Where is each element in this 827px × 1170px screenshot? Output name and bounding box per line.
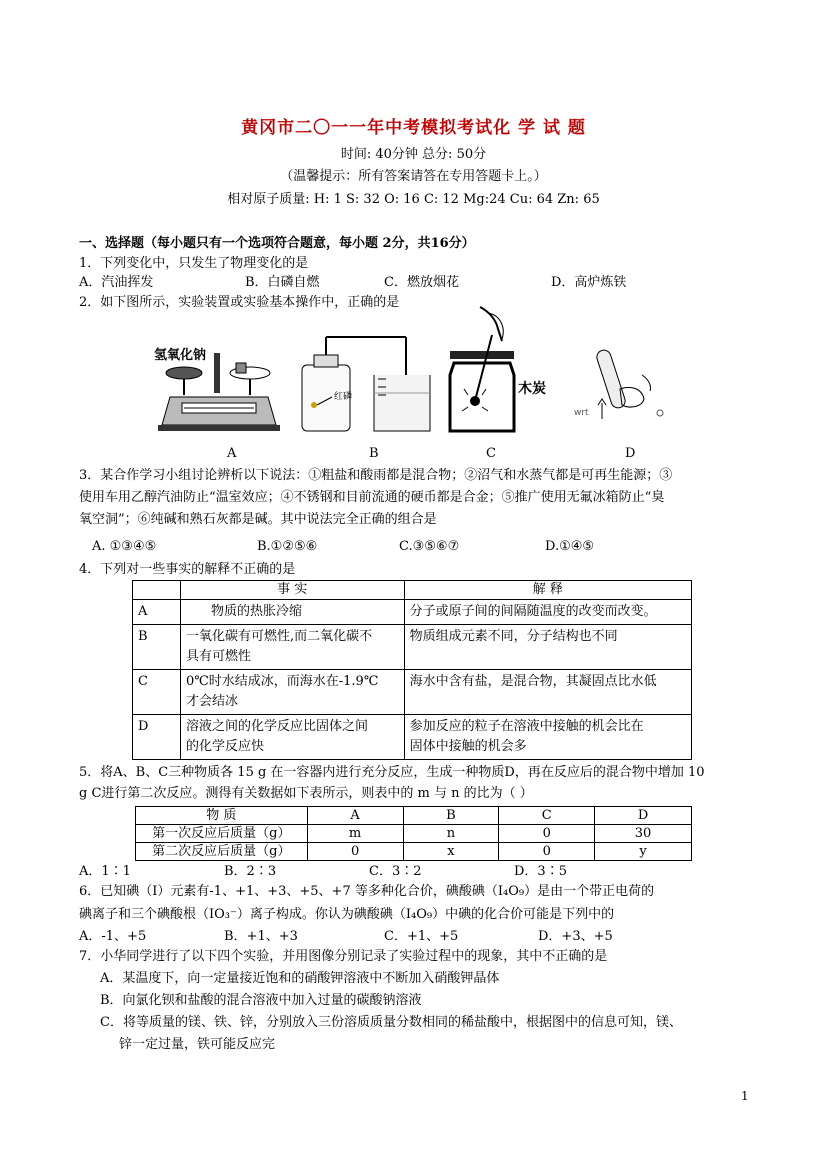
q6-option-c: C．+1、+5 <box>384 929 459 944</box>
table-header-cell: A <box>307 807 403 825</box>
table-header-blank <box>133 581 181 600</box>
table-header-cell: 物 质 <box>136 807 308 825</box>
q3-line-3: 氧空洞”；⑥纯碱和熟石灰都是碱。其中说法完全正确的组合是 <box>79 512 437 527</box>
q3-option-c: C.③⑤⑥⑦ <box>399 539 460 554</box>
exam-title: 黄冈市二〇一一年中考模拟考试化 学 试 题 <box>241 118 586 138</box>
figure-d-test-tube <box>572 345 672 425</box>
row-label: B <box>133 625 181 670</box>
table-cell: 第一次反应后质量（g） <box>136 825 308 843</box>
q4-table <box>132 580 692 760</box>
row-fact-cell <box>180 715 404 760</box>
figure-a-label: 氢氧化钠 <box>154 348 207 363</box>
table-header-explanation: 解 释 <box>404 581 691 600</box>
row-fact-cell <box>180 625 404 670</box>
q5-line-2: g C进行第二次反应。测得有关数据如下表所示，则表中的 m 与 n 的比为（ ） <box>79 786 533 801</box>
table-header-cell: B <box>403 807 499 825</box>
q2-stem: 2．如下图所示，实验装置或实验基本操作中，正确的是 <box>79 295 400 310</box>
table-cell: 第二次反应后质量（g） <box>136 843 308 861</box>
q3-line-2: 使用车用乙醇汽油防止“温室效应；④不锈钢和目前流通的硬币都是合金；⑤推广使用无氟冰箱防止“臭 <box>79 490 665 505</box>
page-number: 1 <box>741 1089 749 1103</box>
q7-option-c-line-2: 锌一定过量，铁可能反应完 <box>119 1037 276 1052</box>
exam-tip: （温馨提示：所有答案请答在专用答题卡上。） <box>280 169 547 184</box>
row-label: A <box>133 600 181 625</box>
table-row <box>136 843 692 861</box>
table-header-cell: C <box>499 807 595 825</box>
section-heading <box>79 234 475 254</box>
table-row <box>133 625 692 670</box>
row-explanation: 参加反应的粒子在溶液中接触的机会比在 <box>409 719 644 734</box>
table-cell: 0 <box>499 825 595 843</box>
figure-a-balance <box>152 345 287 435</box>
q7-option-b: B．向氯化钡和盐酸的混合溶液中加入过量的碳酸钠溶液 <box>100 993 422 1008</box>
figure-label-d: D <box>625 446 636 461</box>
table-row <box>136 825 692 843</box>
table-header-cell: D <box>595 807 692 825</box>
q7-option-a: A．某温度下，向一定量接近饱和的硝酸钾溶液中不断加入硝酸钾晶体 <box>100 971 500 986</box>
table-header-row <box>133 581 692 600</box>
q7-option-c-line-1: C．将等质量的镁、铁、锌，分别放入三份溶质质量分数相同的稀盐酸中，根据图中的信息可知，镁、 <box>100 1015 682 1030</box>
q6-option-b: B．+1、+3 <box>224 929 298 944</box>
atomic-mass-line: 相对原子质量: H: 1 S: 32 O: 16 C: 12 Mg:24 Cu: 64 Zn: 65 <box>227 192 600 207</box>
q1-option-b: B．白磷自燃 <box>245 275 320 290</box>
figure-b-apparatus <box>294 335 434 435</box>
table-cell: 0 <box>307 843 403 861</box>
q3-option-d: D.①④⑤ <box>545 539 595 554</box>
figure-c-charcoal-jar <box>440 305 565 437</box>
q3-line-1: 3．某合作学习小组讨论辨析以下说法：①粗盐和酸雨都是混合物；②沼气和水蒸气都是可再生能源；③ <box>79 468 673 483</box>
row-fact: 物质的热胀冷缩 <box>180 600 404 625</box>
row-fact-cont: 具有可燃性 <box>185 649 251 664</box>
q3-option-a: A. ①③④⑤ <box>92 539 157 554</box>
table-cell: x <box>403 843 499 861</box>
row-fact: 0℃时水结成冰，而海水在-1.9℃ <box>185 674 379 689</box>
table-row <box>133 600 692 625</box>
q1-stem: 1．下列变化中，只发生了物理变化的是 <box>79 256 309 271</box>
figure-b-label: 红磷 <box>334 392 353 402</box>
row-fact: 一氧化碳有可燃性,而二氧化碳不 <box>185 629 373 644</box>
figure-label-c: C <box>486 446 496 461</box>
row-label: D <box>133 715 181 760</box>
table-cell: y <box>595 843 692 861</box>
row-fact: 溶液之间的化学反应比固体之间 <box>185 719 368 734</box>
q5-option-d: D．3∶5 <box>514 864 567 879</box>
row-explanation: 分子或原子间的间隔随温度的改变而改变。 <box>404 600 691 625</box>
q5-table <box>135 806 692 861</box>
row-fact-cell <box>180 670 404 715</box>
table-header-row <box>136 807 692 825</box>
table-row <box>133 715 692 760</box>
q5-option-a: A．1∶1 <box>79 864 131 879</box>
figure-label-b: B <box>369 446 379 461</box>
row-fact-cont: 才会结冰 <box>185 694 238 709</box>
q1-option-c: C．燃放烟花 <box>384 275 459 290</box>
row-explanation-cont: 固体中接触的机会多 <box>409 739 527 754</box>
q6-line-1: 6．已知碘（I）元素有-1、+1、+3、+5、+7 等多种化合价，碘酸碘（I₄O₉）是由一个带正电荷的 <box>79 884 655 899</box>
q5-option-c: C．3∶2 <box>369 864 422 879</box>
q5-line-1: 5．将A、B、C三种物质各 15 g 在一容器内进行充分反应，生成一种物质D，再在反应后的混合物中增加 10 <box>79 765 705 780</box>
row-explanation: 物质组成元素不同，分子结构也不同 <box>404 625 691 670</box>
figure-c-label: 木炭 <box>518 381 546 397</box>
q3-option-b: B.①②⑤⑥ <box>257 539 318 554</box>
q1-option-a: A．汽油挥发 <box>79 275 154 290</box>
q6-line-2: 碘离子和三个碘酸根（IO₃⁻）离子构成。你认为碘酸碘（I₄O₉）中碘的化合价可能是下列中的 <box>79 907 615 922</box>
row-fact-cont: 的化学反应快 <box>185 739 264 754</box>
svg-text:wrt: wrt <box>574 408 589 418</box>
q4-stem: 4．下列对一些事实的解释不正确的是 <box>79 562 296 577</box>
row-explanation-cell <box>404 715 691 760</box>
table-header-fact: 事 实 <box>180 581 404 600</box>
exam-time-line: 时间: 40分钟 总分: 50分 <box>340 147 487 162</box>
q1-option-d: D．高炉炼铁 <box>551 275 627 290</box>
table-cell: n <box>403 825 499 843</box>
table-cell: 30 <box>595 825 692 843</box>
table-cell: m <box>307 825 403 843</box>
table-cell: 0 <box>499 843 595 861</box>
section-heading-text: 一、选择题（每小题只有一个选项符合题意，每小题 2分，共16分） <box>79 236 475 251</box>
row-explanation: 海水中含有盐，是混合物，其凝固点比水低 <box>404 670 691 715</box>
q7-stem: 7．小华同学进行了以下四个实验，并用图像分别记录了实验过程中的现象，其中不正确的是 <box>79 949 608 964</box>
table-row <box>133 670 692 715</box>
q6-option-a: A．-1、+5 <box>79 929 147 944</box>
q5-option-b: B．2∶3 <box>224 864 277 879</box>
figure-label-a: A <box>227 446 237 461</box>
q6-option-d: D．+3、+5 <box>538 929 613 944</box>
row-label: C <box>133 670 181 715</box>
